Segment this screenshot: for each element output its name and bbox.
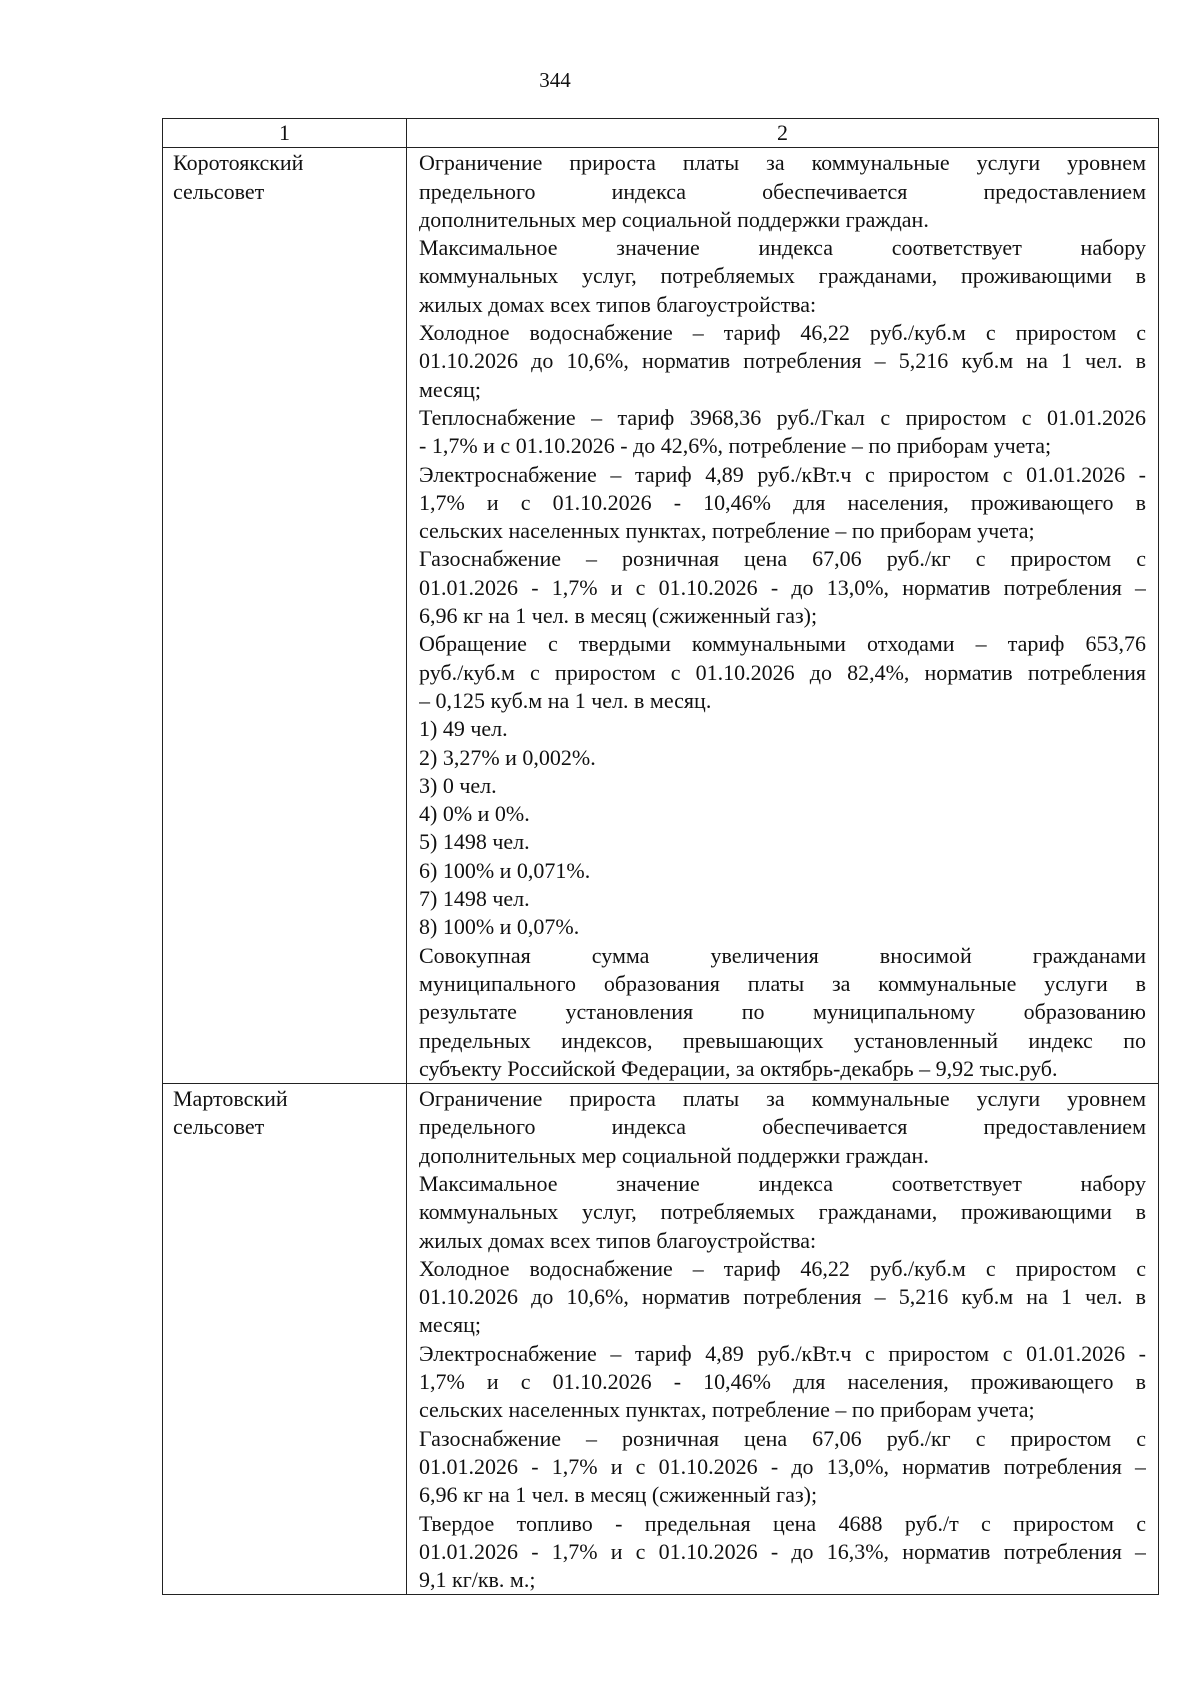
description-line: предельного индекса обеспечивается предоставлением (419, 178, 1146, 204)
description-line: жилых домах всех типов благоустройства: (419, 1227, 817, 1253)
description-line: предельного индекса обеспечивается предоставлением (419, 1114, 1146, 1140)
municipality-name-cell (163, 148, 407, 1084)
description-line: Холодное водоснабжение – тариф 46,22 руб./куб.м с приростом с (419, 320, 1146, 346)
description-cell (407, 148, 1159, 1084)
description-line: Газоснабжение – розничная цена 67,06 руб./кг с приростом с (419, 546, 1146, 572)
column-header-2: 2 (407, 119, 1159, 148)
description-cell (407, 1084, 1159, 1595)
description-line: 1,7% и с 01.10.2026 - 10,46% для населения, проживающего в (419, 1369, 1146, 1395)
description-line: 01.10.2026 до 10,6%, норматив потребления – 5,216 куб.м на 1 чел. в (419, 348, 1146, 374)
table-row (163, 148, 1159, 1084)
description-line: Газоснабжение – розничная цена 67,06 руб./кг с приростом с (419, 1425, 1146, 1451)
municipality-name-line: сельсовет (173, 1114, 265, 1140)
description-line: 5) 1498 чел. (419, 829, 530, 855)
description-line: дополнительных мер социальной поддержки граждан. (419, 206, 929, 232)
description-line: Теплоснабжение – тариф 3968,36 руб./Гкал с приростом с 01.01.2026 (419, 404, 1146, 430)
description-line: 9,1 кг/кв. м.; (419, 1567, 536, 1593)
description-line: Холодное водоснабжение – тариф 46,22 руб./куб.м с приростом с (419, 1255, 1146, 1281)
tariff-table (162, 118, 1159, 1595)
description-line: 1) 49 чел. (419, 716, 508, 742)
municipality-name-line: сельсовет (173, 178, 265, 204)
description-line: 1,7% и с 01.10.2026 - 10,46% для населения, проживающего в (419, 489, 1146, 515)
municipality-name-cell (163, 1084, 407, 1595)
description-line: жилых домах всех типов благоустройства: (419, 291, 817, 317)
description-line: Твердое топливо - предельная цена 4688 руб./т с приростом с (419, 1510, 1146, 1536)
description-line: Ограничение прироста платы за коммунальные услуги уровнем (419, 150, 1146, 176)
description-line: сельских населенных пунктах, потребление – по приборам учета; (419, 1397, 1035, 1423)
table-header-row (163, 119, 1159, 148)
description-line: коммунальных услуг, потребляемых гражданами, проживающими в (419, 1199, 1146, 1225)
description-line: 8) 100% и 0,07%. (419, 914, 580, 940)
description-line: 4) 0% и 0%. (419, 801, 530, 827)
description-line: руб./куб.м с приростом с 01.10.2026 до 82,4%, норматив потребления (419, 659, 1146, 685)
description-line: 2) 3,27% и 0,002%. (419, 744, 596, 770)
description-line: Электроснабжение – тариф 4,89 руб./кВт.ч с приростом с 01.01.2026 - (419, 461, 1146, 487)
description-line: сельских населенных пунктах, потребление – по приборам учета; (419, 518, 1035, 544)
description-line: 6,96 кг на 1 чел. в месяц (сжиженный газ); (419, 1482, 818, 1508)
description-line: - 1,7% и с 01.10.2026 - до 42,6%, потребление – по приборам учета; (419, 433, 1052, 459)
description-line: 7) 1498 чел. (419, 886, 530, 912)
description-line: – 0,125 куб.м на 1 чел. в месяц. (419, 687, 712, 713)
description-line: муниципального образования платы за коммунальные услуги в (419, 970, 1146, 996)
description-line: предельных индексов, превышающих установленный индекс по (419, 1027, 1146, 1053)
description-line: Максимальное значение индекса соответствует набору (419, 1170, 1146, 1196)
description-line: Совокупная сумма увеличения вносимой гражданами (419, 942, 1146, 968)
description-line: дополнительных мер социальной поддержки граждан. (419, 1142, 929, 1168)
column-header-1: 1 (163, 119, 407, 148)
description-line: 01.01.2026 - 1,7% и с 01.10.2026 - до 16,3%, норматив потребления – (419, 1538, 1146, 1564)
description-line: месяц; (419, 376, 482, 402)
page-number: 344 (539, 68, 571, 92)
description-line: Электроснабжение – тариф 4,89 руб./кВт.ч с приростом с 01.01.2026 - (419, 1340, 1146, 1366)
description-line: 01.01.2026 - 1,7% и с 01.10.2026 - до 13,0%, норматив потребления – (419, 574, 1146, 600)
description-line: 01.01.2026 - 1,7% и с 01.10.2026 - до 13,0%, норматив потребления – (419, 1453, 1146, 1479)
municipality-name-line: Коротоякский (173, 150, 304, 176)
description-line: субъекту Российской Федерации, за октябрь-декабрь – 9,92 тыс.руб. (419, 1055, 1058, 1081)
description-line: 01.10.2026 до 10,6%, норматив потребления – 5,216 куб.м на 1 чел. в (419, 1284, 1146, 1310)
description-line: 6,96 кг на 1 чел. в месяц (сжиженный газ); (419, 603, 818, 629)
table-row (163, 1084, 1159, 1595)
description-line: Максимальное значение индекса соответствует набору (419, 235, 1146, 261)
description-line: 3) 0 чел. (419, 772, 497, 798)
description-line: Обращение с твердыми коммунальными отходами – тариф 653,76 (419, 631, 1146, 657)
description-line: коммунальных услуг, потребляемых гражданами, проживающими в (419, 263, 1146, 289)
description-line: Ограничение прироста платы за коммунальные услуги уровнем (419, 1086, 1146, 1112)
description-line: результате установления по муниципальному образованию (419, 999, 1146, 1025)
description-line: 6) 100% и 0,071%. (419, 857, 591, 883)
description-line: месяц; (419, 1312, 482, 1338)
municipality-name-line: Мартовский (173, 1086, 288, 1112)
